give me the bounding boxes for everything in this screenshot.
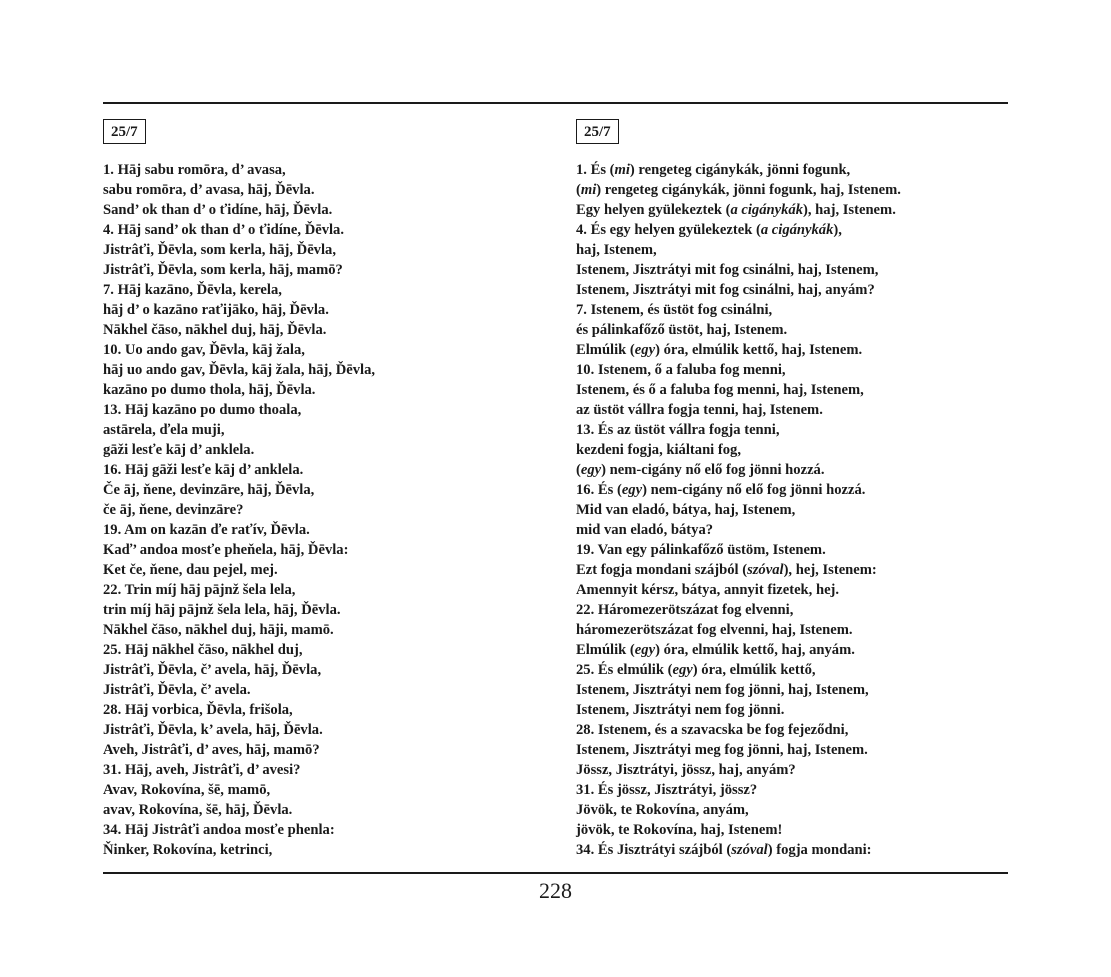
- verse-line: trin míj hāj pājnž šela lela, hāj, Ďēvla.: [103, 602, 341, 618]
- verse-line: hāj d’ o kazāno raťijāko, hāj, Ďēvla.: [103, 302, 329, 318]
- italic-segment: egy: [580, 462, 602, 478]
- verse-line: Jistrâťi, Ďēvla, č’ avela, hāj, Ďēvla,: [103, 662, 322, 678]
- text-segment: ) nem-cigány nő elő fog jönni hozzá.: [601, 462, 825, 478]
- verse-line: [576, 560, 1008, 580]
- text-segment: 13. És az üstöt vállra fogja tenni,: [576, 422, 780, 438]
- italic-segment: mi: [614, 162, 630, 178]
- text-segment: 10. Istenem, ő a faluba fog menni,: [576, 362, 786, 378]
- verse-line: Jistrâťi, Ďēvla, k’ avela, hāj, Ďēvla.: [103, 722, 323, 738]
- verse-line: Avav, Rokovína, šē, mamō,: [103, 782, 271, 798]
- verse-line: [576, 760, 1008, 780]
- verse-line: [576, 660, 1008, 680]
- verse-line: 1. Hāj sabu romōra, d’ avasa,: [103, 162, 286, 178]
- text-segment: ),: [833, 222, 842, 238]
- verse-line: [576, 440, 1008, 460]
- verse-line: [576, 320, 1008, 340]
- text-segment: ) rengeteg cigánykák, jönni fogunk,: [629, 162, 851, 178]
- text-segment: 7. Istenem, és üstöt fog csinálni,: [576, 302, 773, 318]
- italic-segment: egy: [634, 642, 656, 658]
- text-segment: Istenem, Jisztrátyi mit fog csinálni, haj, anyám?: [576, 282, 875, 298]
- verse-line: 31. Hāj, aveh, Jistrâťi, d’ avesi?: [103, 762, 301, 778]
- text-segment: 4. És egy helyen gyülekeztek (: [576, 222, 761, 238]
- text-segment: 22. Háromezerötszázat fog elvenni,: [576, 602, 794, 618]
- verse-line: kazāno po dumo thola, hāj, Ďēvla.: [103, 382, 316, 398]
- bottom-rule: [103, 872, 1008, 874]
- text-segment: jövök, te Rokovína, haj, Istenem!: [576, 822, 783, 838]
- verse-line: [576, 240, 1008, 260]
- verse-line: hāj uo ando gav, Ďēvla, kāj žala, hāj, Ďēvla,: [103, 362, 376, 378]
- text-segment: ) fogja mondani:: [767, 842, 872, 858]
- verse-line: [576, 540, 1008, 560]
- italic-segment: mi: [580, 182, 597, 198]
- text-segment: 28. Istenem, és a szavacska be fog fejeződni,: [576, 722, 849, 738]
- top-rule: [103, 102, 1008, 104]
- verse-line: [576, 200, 1008, 220]
- text-segment: az üstöt vállra fogja tenni, haj, Istenem.: [576, 402, 823, 418]
- text-segment: mid van eladó, bátya?: [576, 522, 714, 538]
- text-segment: Istenem, Jisztrátyi nem fog jönni.: [576, 702, 785, 718]
- italic-segment: szóval: [731, 842, 768, 858]
- text-segment: ) rengeteg cigánykák, jönni fogunk, haj, Istenem.: [596, 182, 901, 198]
- text-segment: Mid van eladó, bátya, haj, Istenem,: [576, 502, 796, 518]
- verse-line: [576, 820, 1008, 840]
- verse-line: Aveh, Jistrâťi, d’ aves, hāj, mamō?: [103, 742, 320, 758]
- verse-line: Jistrâťi, Ďēvla, č’ avela.: [103, 682, 251, 698]
- text-segment: (: [576, 462, 581, 478]
- text-segment: háromezerötszázat fog elvenni, haj, Istenem.: [576, 622, 853, 638]
- romani-verse-lines: [103, 160, 543, 860]
- verse-line: Kaď’ andoa mosťe pheňela, hāj, Ďēvla:: [103, 542, 349, 558]
- verse-line: [576, 180, 1008, 200]
- verse-line: 13. Hāj kazāno po dumo thoala,: [103, 402, 302, 418]
- hungarian-verse-lines: [576, 160, 1008, 860]
- text-segment: Egy helyen gyülekeztek (: [576, 202, 731, 218]
- verse-line: Če āj, ňene, devinzāre, hāj, Ďēvla,: [103, 482, 315, 498]
- verse-line: [576, 360, 1008, 380]
- text-segment: ) nem-cigány nő elő fog jönni hozzá.: [642, 482, 866, 498]
- verse-line: [576, 380, 1008, 400]
- text-segment: Amennyit kérsz, bátya, annyit fizetek, hej.: [576, 582, 840, 598]
- verse-line: 25. Hāj nākhel čāso, nākhel duj,: [103, 642, 303, 658]
- verse-line: 19. Am on kazān ďe raťív, Ďēvla.: [103, 522, 310, 538]
- verse-line: [576, 680, 1008, 700]
- verse-line: [576, 480, 1008, 500]
- text-segment: Istenem, Jisztrátyi nem fog jönni, haj, Istenem,: [576, 682, 869, 698]
- verse-line: [576, 600, 1008, 620]
- italic-segment: egy: [621, 482, 643, 498]
- verse-line: Jistrâťi, Ďēvla, som kerla, hāj, mamō?: [103, 262, 343, 278]
- text-segment: (: [576, 182, 581, 198]
- verse-line: [576, 220, 1008, 240]
- text-segment: Elmúlik (: [576, 342, 635, 358]
- verse-line: [576, 300, 1008, 320]
- verse-line: [576, 520, 1008, 540]
- verse-line: Ňinker, Rokovína, ketrinci,: [103, 842, 273, 858]
- verse-line: sabu romōra, d’ avasa, hāj, Ďēvla.: [103, 182, 315, 198]
- text-segment: Istenem, Jisztrátyi mit fog csinálni, haj, Istenem,: [576, 262, 879, 278]
- verse-line: Jistrâťi, Ďēvla, som kerla, hāj, Ďēvla,: [103, 242, 336, 258]
- text-segment: kezdeni fogja, kiáltani fog,: [576, 442, 741, 458]
- verse-line: [576, 460, 1008, 480]
- text-segment: haj, Istenem,: [576, 242, 657, 258]
- verse-line: [576, 260, 1008, 280]
- text-segment: 16. És (: [576, 482, 622, 498]
- verse-line: [576, 340, 1008, 360]
- verse-line: 4. Hāj sand’ ok than d’ o ťidíne, Ďēvla.: [103, 222, 345, 238]
- verse-line: astārela, ďela muji,: [103, 422, 225, 438]
- text-segment: 1. És (: [576, 162, 615, 178]
- verse-line: če āj, ňene, devinzāre?: [103, 502, 244, 518]
- italic-segment: egy: [672, 662, 693, 678]
- verse-line: [576, 420, 1008, 440]
- song-number-label: 25/7: [103, 119, 146, 144]
- italic-segment: a cigánykák: [730, 202, 804, 218]
- verse-line: 16. Hāj gāži lesťe kāj d’ anklela.: [103, 462, 304, 478]
- text-segment: ) óra, elmúlik kettő, haj, Istenem.: [655, 342, 863, 358]
- verse-line: [576, 740, 1008, 760]
- text-segment: és pálinkafőző üstöt, haj, Istenem.: [576, 322, 788, 338]
- verse-line: 28. Hāj vorbica, Ďēvla, frišola,: [103, 702, 293, 718]
- verse-line: Sand’ ok than d’ o ťidíne, hāj, Ďēvla.: [103, 202, 333, 218]
- text-segment: Elmúlik (: [576, 642, 635, 658]
- verse-line: Ket če, ňene, dau pejel, mej.: [103, 562, 278, 578]
- verse-line: [576, 280, 1008, 300]
- verse-line: 34. Hāj Jistrâťi andoa mosťe phenla:: [103, 822, 335, 838]
- verse-line: Nākhel čāso, nākhel duj, hāj, Ďēvla.: [103, 322, 327, 338]
- text-segment: 19. Van egy pálinkafőző üstöm, Istenem.: [576, 542, 826, 558]
- text-segment: ), hej, Istenem:: [783, 562, 877, 578]
- text-segment: Jövök, te Rokovína, anyám,: [576, 802, 749, 818]
- verse-line: [576, 780, 1008, 800]
- text-segment: Ezt fogja mondani szájból (: [576, 562, 748, 578]
- text-segment: Istenem, és ő a faluba fog menni, haj, Istenem,: [576, 382, 864, 398]
- verse-line: [576, 840, 1008, 860]
- text-segment: ), haj, Istenem.: [803, 202, 896, 218]
- verse-line: 22. Trin míj hāj pājnž šela lela,: [103, 582, 296, 598]
- verse-line: [576, 580, 1008, 600]
- text-segment: Istenem, Jisztrátyi meg fog jönni, haj, Istenem.: [576, 742, 868, 758]
- romani-text-column: [103, 119, 543, 860]
- verse-line: [576, 800, 1008, 820]
- text-segment: ) óra, elmúlik kettő,: [692, 662, 816, 678]
- verse-line: [576, 640, 1008, 660]
- italic-segment: a cigánykák: [760, 222, 834, 238]
- hungarian-translation-column: [576, 119, 1008, 860]
- verse-line: [576, 620, 1008, 640]
- verse-line: [576, 160, 1008, 180]
- italic-segment: szóval: [747, 562, 784, 578]
- page-number: 228: [539, 878, 572, 903]
- text-segment: 34. És Jisztrátyi szájból (: [576, 842, 732, 858]
- verse-line: [576, 720, 1008, 740]
- verse-line: 10. Uo ando gav, Ďēvla, kāj žala,: [103, 342, 305, 358]
- verse-line: [576, 500, 1008, 520]
- verse-line: [576, 400, 1008, 420]
- text-segment: Jössz, Jisztrátyi, jössz, haj, anyám?: [576, 762, 796, 778]
- verse-line: Nākhel čāso, nākhel duj, hāji, mamō.: [103, 622, 334, 638]
- verse-line: avav, Rokovína, šē, hāj, Ďēvla.: [103, 802, 293, 818]
- text-segment: ) óra, elmúlik kettő, haj, anyám.: [655, 642, 855, 658]
- verse-line: gāži lesťe kāj d’ anklela.: [103, 442, 255, 458]
- italic-segment: egy: [634, 342, 656, 358]
- text-segment: 31. És jössz, Jisztrátyi, jössz?: [576, 782, 758, 798]
- text-segment: 25. És elmúlik (: [576, 662, 673, 678]
- verse-line: 7. Hāj kazāno, Ďēvla, kerela,: [103, 282, 282, 298]
- verse-line: [576, 700, 1008, 720]
- song-number-label: 25/7: [576, 119, 619, 144]
